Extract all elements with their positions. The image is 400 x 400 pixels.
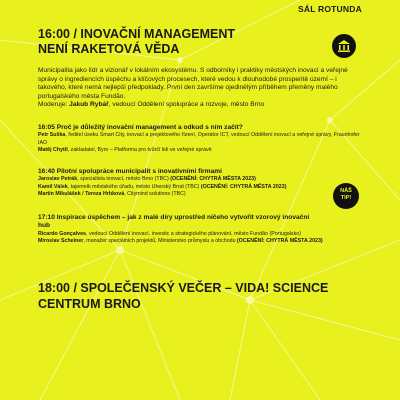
speaker-role: , zakladatel, Byro – Platforma pro tvůrčí lidi ve veřejné správě [67,147,212,153]
agenda-item [38,168,368,198]
evening-title-line-2: CENTRUM BRNO [38,296,141,311]
speaker-name: Jaroslav Petrák [38,176,78,183]
speaker-role: , ředitel úseku Smart City, inovací a projektového řízení, Operátor ICT, vedoucí Oddělení inovací a veřejné správy, Fraunhofer IAO [38,132,360,146]
evening-title-line-1: 18:00 / SPOLEČENSKÝ VEČER – VIDA! SCIENCE [38,281,329,295]
agenda-item [38,124,368,154]
evening-heading [38,281,338,312]
speaker [38,176,368,183]
moderator-name: Jakub Rybář [69,101,109,109]
building-columns-icon-graphic [332,34,356,58]
building-columns-icon [332,34,356,58]
speaker [38,238,368,245]
tip-badge [333,183,359,209]
speaker-role: , manažer speciálních projektů, Ministerstvo průmyslu a obchodu [83,238,238,245]
speaker-name: Matěj Chytil [38,147,68,153]
session-title-line-2: NENÍ RAKETOVÁ VĚDA [38,42,180,56]
speaker-role: , specialista inovací, město Brno (TBC) [77,176,171,183]
speaker-name: Kamil Válek [38,183,68,190]
moderator-role: , vedoucí Oddělení spolupráce a rozvoje, město Brno [108,101,265,109]
award-label: (OCENĚNÍ: CHYTRÁ MĚSTA 2023) [237,238,323,245]
speaker-role: , vedoucí Oddělení inovací, investic a strategického plánování, město Fundão (Portugalsko) [86,230,301,237]
speaker [38,184,368,191]
session-time-title: 16:00 / INOVAČNÍ MANAGEMENT [38,27,236,41]
award-label: (OCENĚNÍ: CHYTRÁ MĚSTA 2023) [170,176,256,183]
speaker [38,132,368,147]
agenda-item-title: 16:40 Pilotní spolupráce municipalit s inovativními firmami [38,168,222,175]
speaker [38,231,313,238]
speaker [38,191,368,198]
speaker-role: , tajemník městského úřadu, město Uherský Brod (TBC) [67,183,201,190]
room-label: SÁL ROTUNDA [298,4,362,14]
speaker-role: , Citymind solutions (TBC) [124,191,186,197]
agenda-item-title: 16:05 Proč je důležitý inovační management a odkud s ním začít? [38,124,243,131]
session-heading [38,27,328,57]
moderator-prefix: Moderuje: [38,101,70,109]
speaker-name: Martin Mikulášek / Tereza Hrbková [38,191,125,197]
agenda-item [38,214,368,245]
speaker-name: Ricardo Gonçalves [38,230,86,237]
session-description-block [38,67,364,110]
session-description: Municipalita jako lídr a vizionář v lokálním ekosystému. S odborníky i praktiky městských inovací a veřejné správy o ingrediencích úspěchu a klíčových procesech, které vedou k dlouhodobé prosperitě území – i takového, které nemá nejlepší předpoklady. První den završíme ojedinělým příběhem přeměny malého portugalského města Fundão. [38,67,348,100]
speaker-name: Petr Suška [38,132,66,139]
speaker [38,147,368,154]
award-label: (OCENĚNÍ: CHYTRÁ MĚSTA 2023) [200,183,287,190]
agenda-item-title: 17:10 Inspirace úspěchem – jak z malé díry uprostřed ničeho vytvořit vzorový inovační hub [38,214,310,230]
speaker-name: Miroslav Scheiner [38,238,84,245]
tip-badge-line-1: NÁŠ [340,188,352,194]
tip-badge-line-2: TIP! [340,195,352,201]
